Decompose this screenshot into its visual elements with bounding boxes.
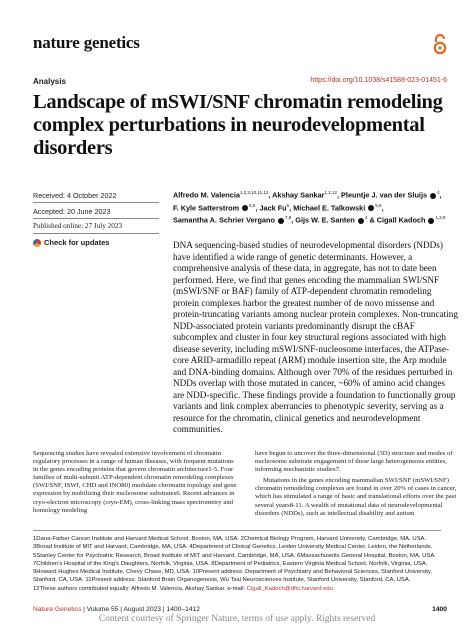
divider	[33, 530, 441, 531]
author-name: F. Kyle Satterstrom	[173, 203, 240, 213]
check-for-updates-button[interactable]	[33, 238, 109, 247]
affiliation-sup: 1,2,12	[324, 190, 337, 195]
crossmark-icon	[33, 239, 41, 247]
affiliation-line: 3Broad Institute of MIT and Harvard, Cambridge, MA, USA. 4Department of Clinical Genetics, Leiden University Medical Center, Leiden, the Netherlands.	[33, 544, 433, 551]
divider	[33, 202, 159, 203]
author-list: Alfredo M. Valencia$^{1,2,3,10,11,12}$, Akshay Sankar$^{1,2,12}$, Pleuntje J. van der Sluijs $^4$, F. Kyle Satterstrom $^{5,6}$, Jack Fu$^6$, Michael E. Talkowski $^{5,6}$, Samantha A. Schrier Vergano $^{7,8}$, Gijs W. E. Santen $^4$ & Cigall Kadoch $^{1,2,9}$	[173, 190, 446, 225]
orcid-icon[interactable]	[428, 218, 434, 224]
article-title: Landscape of mSWI/SNF chromatin remodeling complex perturbations in neurodevelopmental disorders	[33, 91, 443, 159]
email-label: e-mail:	[227, 585, 246, 592]
abstract: DNA sequencing-based studies of neurodevelopmental disorders (NDDs) have identified a wide range of genetic determinants. However, a comprehensive analysis of these data, in aggregate, has not to date been performed. Here, we find that genes encoding the mammalian SWI/SNF (mSWI/SNF or BAF) family of ATP-dependent chromatin remodeling protein complexes harbor the greatest number of de novo missense and protein-truncating variants among nuclear protein complexes. Non-truncating NDD-associated protein variants predominantly disrupt the cBAF subcomplex and cluster in four key structural regions associated with high disease severity, including mSWI/SNF-nucleosome interfaces, the ATPase-core ARID-armadillo repeat (ARM) module insertion site, the Arp module and DNA-binding domains. Although over 70% of the residues perturbed in NDDs overlap with those mutated in cancer, ~60% of amino acid changes are NDD-specific. These findings provide a foundation to functionally group variants and link complex aberrancies to phenotypic severity, serving as a resource for the chromatin, clinical genetics and neurodevelopment communities.	[173, 240, 458, 434]
divider	[33, 233, 159, 234]
body-paragraph: Mutations in the genes encoding mammalian SWI/SNF (mSWI/SNF) chromatin remodeling complexes are found in over 20% of cases in cancer, which has stimulated a range of basic and translational efforts over the past several years8-11. A wealth of mutational data of neurodevelopmental disorders (NDDs), such as intellectual disability and autism	[255, 477, 457, 517]
orcid-icon[interactable]	[242, 205, 248, 211]
footer-citation	[33, 606, 200, 613]
watermark-text: Content courtesy of Springer Nature, terms of use apply. Rights reserved	[98, 614, 376, 624]
body-column-left	[33, 450, 238, 518]
accepted-date: Accepted: 20 June 2023	[33, 207, 111, 216]
doi-link[interactable]: https://doi.org/10.1038/s41588-023-01451-6	[310, 77, 447, 84]
author-name: , Gijs W. E. Santen	[291, 215, 355, 225]
body-paragraph: Sequencing studies have revealed extensive involvement of chromatin regulatory processes in a range of human diseases, with frequent mutations in the genes encoding proteins that govern chromatin architecture1-5. Four families of multi-subunit ATP-dependent chromatin remodeling complexes (SWI/SNF, ISWI, CHD and INO80) modulate chromatin topology and gene expression by mobilizing their nucleosome substrates6. Recent advances in cryo-electron microscopy (cryo-EM), cross-linking mass spectrometry and homology modeling	[33, 450, 237, 514]
page-number: 1400	[432, 606, 447, 613]
affiliation-sup: 1,2,3,10,11,12	[239, 190, 269, 195]
affiliation-line: 7Children's Hospital of the King's Daughters, Norfolk, Virginia, USA. 8Department of Pediatrics, Eastern Virginia Medical School, Norfolk, Virginia, USA.	[33, 560, 428, 567]
body-column-right	[255, 450, 460, 521]
article-type: Analysis	[33, 77, 66, 86]
author-name: , Michael E. Talkowski	[289, 203, 366, 213]
affiliation-line: Stanford, CA, USA. 11Present address: Stanford Brain Organogenesis, Wu Tsai Neurosciences Institute, Stanford University, Stanford, CA, USA.	[33, 577, 411, 584]
footer-journal[interactable]: Nature Genetics	[33, 606, 82, 613]
orcid-icon[interactable]	[358, 218, 364, 224]
author-name: Samantha A. Schrier Vergano	[173, 215, 275, 225]
affiliation-sup: 7,8	[284, 215, 292, 221]
open-access-lock-icon	[432, 33, 448, 55]
author-name: , Pleuntje J. van der Sluijs	[337, 190, 428, 200]
orcid-icon[interactable]	[430, 193, 436, 199]
body-paragraph: have begun to uncover the three-dimensional (3D) structure and modes of nucleosome substrate engagement of these large heterogeneous entities, informing mechanistic studies7.	[255, 450, 453, 474]
author-name: , Akshay Sankar	[268, 190, 325, 200]
journal-name: nature genetics	[33, 33, 140, 52]
author-name: Alfredo M. Valencia	[173, 190, 240, 200]
affiliation-line: 9Howard Hughes Medical Institute, Chevy Chase, MD, USA. 10Present address: Department of Psychiatry and Behavioral Sciences, Stanford University,	[33, 569, 433, 576]
check-updates-label: Check for updates	[44, 238, 110, 247]
published-date: Published online: 27 July 2023	[33, 222, 123, 230]
affiliation-line: 5Stanley Center for Psychiatric Research, Broad Institute of MIT and Harvard, Cambridge, MA, USA. 6Massachusetts General Hospital, Boston, MA, USA.	[33, 552, 436, 559]
affiliation-sup: 1,2,9	[435, 215, 446, 221]
affiliation-sup: 5,6	[375, 202, 382, 208]
affiliation-sup: 5,6	[249, 202, 256, 208]
equal-contribution-note: 12These authors contributed equally: Alfredo M. Valencia, Akshay Sankar.	[33, 585, 226, 592]
orcid-icon[interactable]	[278, 218, 284, 224]
divider	[33, 218, 159, 219]
orcid-icon[interactable]	[368, 205, 374, 211]
footer-volume: | Volume 55 | August 2023 | 1400–1412	[81, 606, 200, 613]
affiliation-sup: 4	[437, 190, 440, 195]
author-name: , Jack Fu	[255, 203, 287, 213]
received-date: Received: 4 October 2022	[33, 191, 117, 200]
affiliations	[33, 535, 445, 593]
affiliation-sup: 6	[286, 202, 290, 208]
email-link[interactable]: Cigall_Kadoch@dfci.harvard.edu	[246, 585, 333, 592]
author-name: & Cigall Kadoch	[367, 215, 426, 225]
affiliation-line: 1Dana-Farber Cancer Institute and Harvard Medical School, Boston, MA, USA. 2Chemical Biology Program, Harvard University, Cambridge, MA, USA.	[33, 536, 427, 542]
affiliation-sup: 4	[364, 215, 368, 221]
affiliation-line	[33, 585, 445, 593]
